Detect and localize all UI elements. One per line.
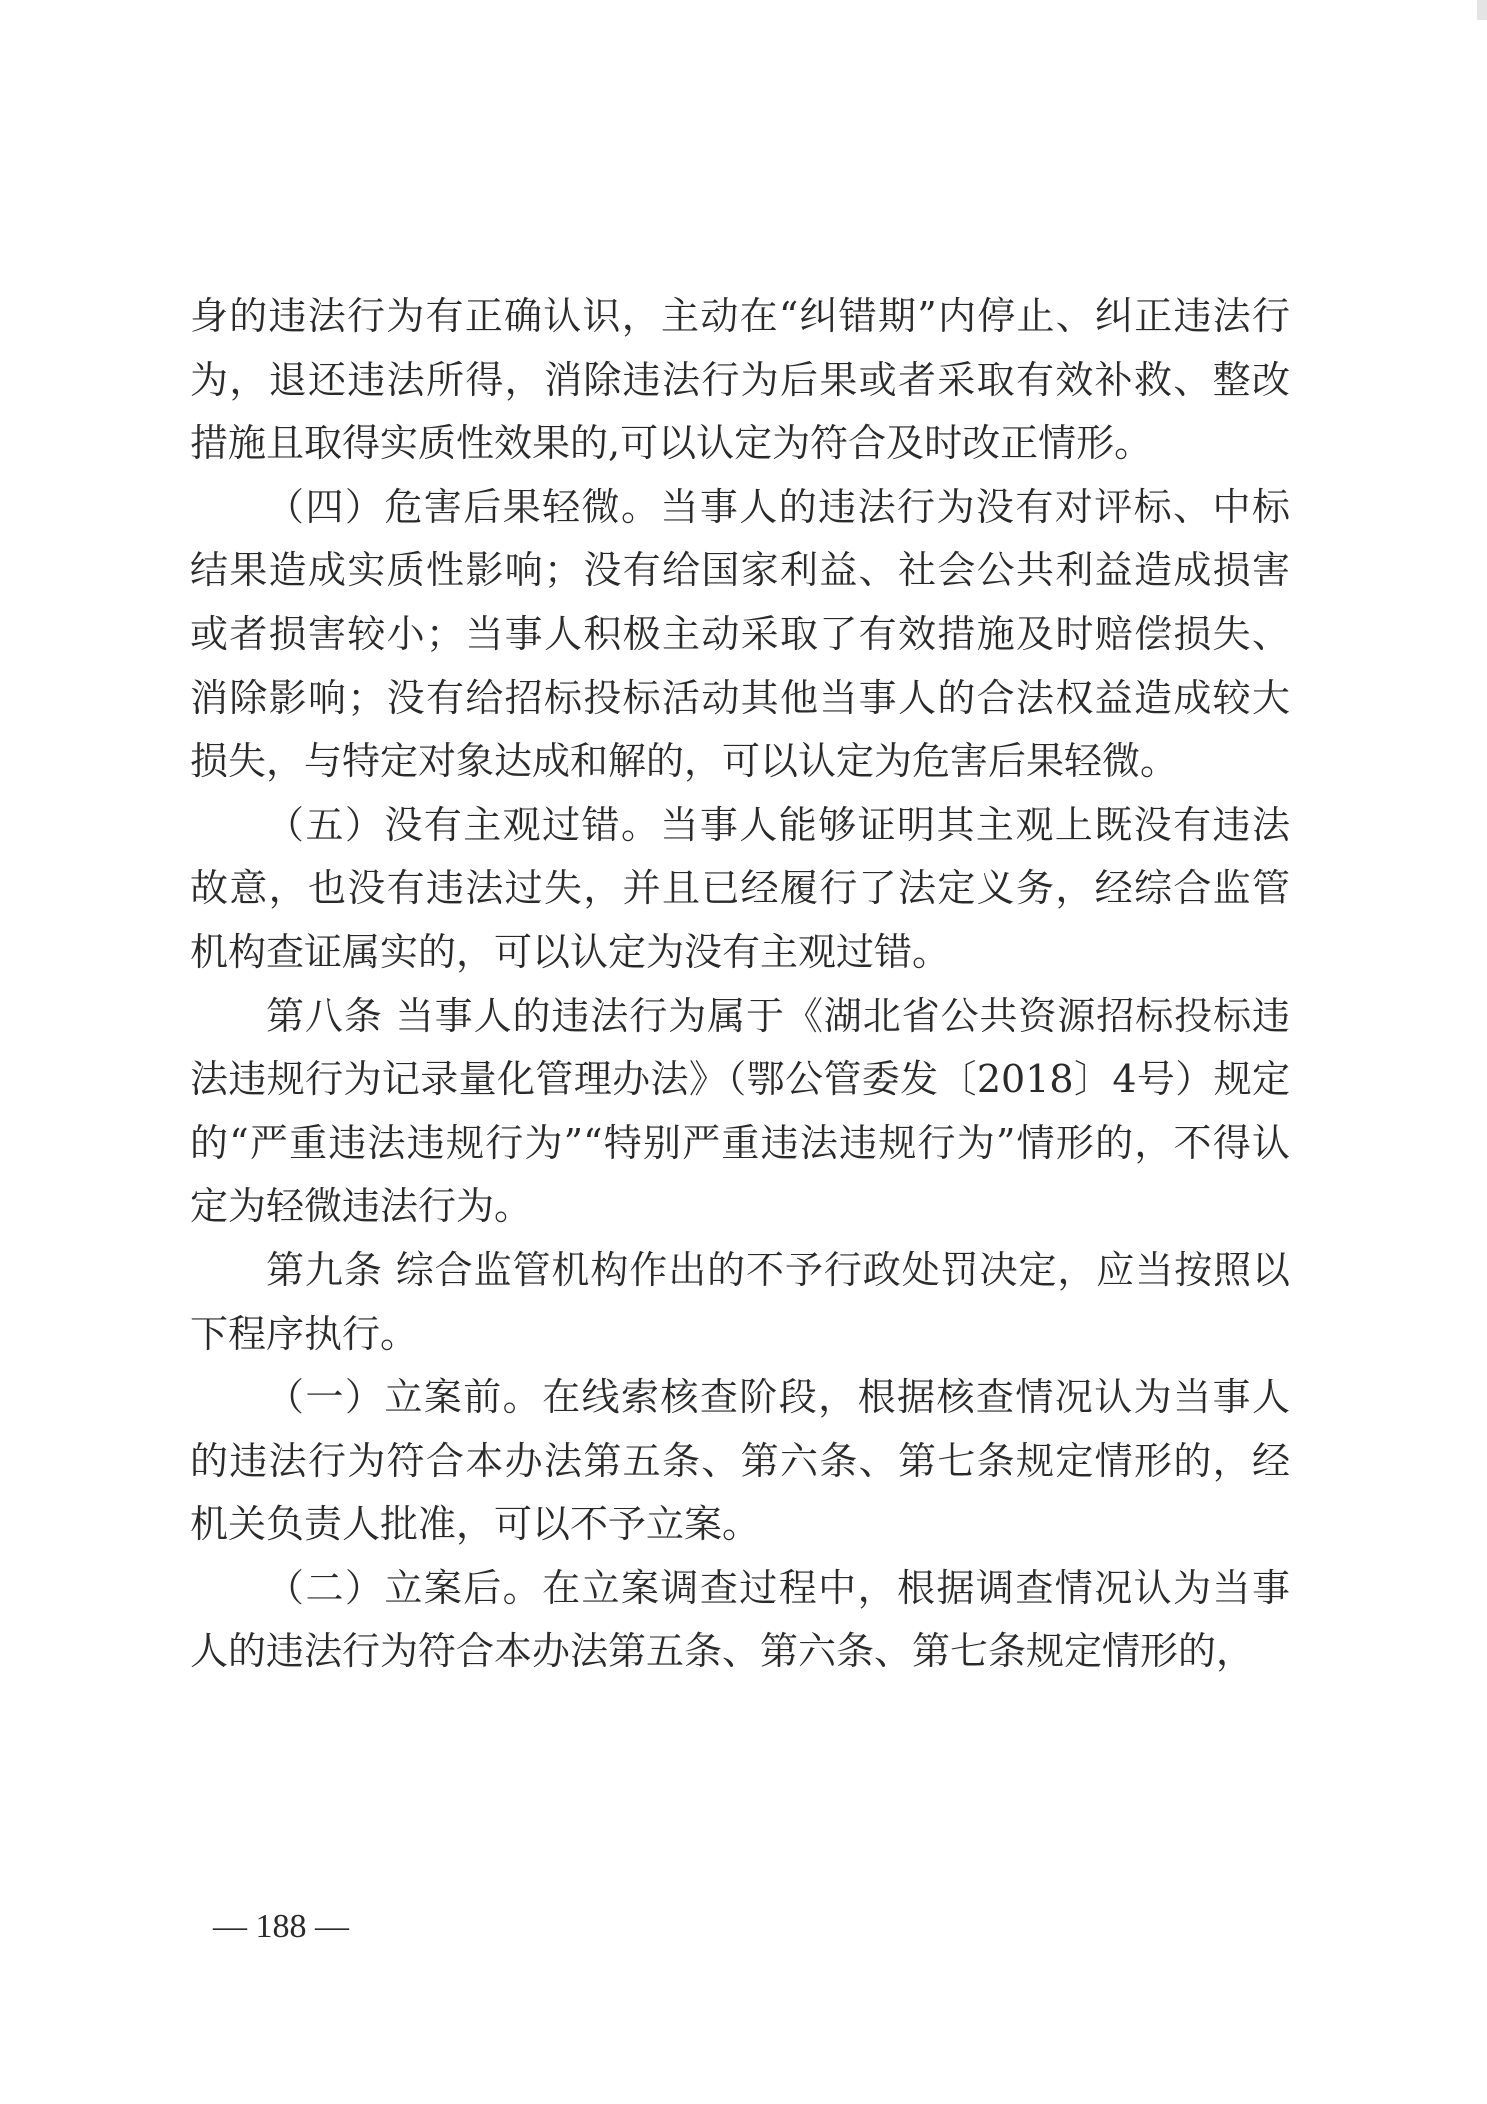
page-edge-mark (1477, 0, 1487, 20)
paragraph-item-5: （五）没有主观过错。当事人能够证明其主观上既没有违法故意，也没有违法过失，并且已经履行了法定义务，经综合监管机构查证属实的，可以认定为没有主观过错。 (190, 802, 1290, 974)
paragraph-procedure-1: （一）立案前。在线索核查阶段，根据核查情况认为当事人的违法行为符合本办法第五条、第六条、第七条规定情形的，经机关负责人批准，可以不予立案。 (190, 1375, 1290, 1547)
paragraph-item-4: （四）危害后果轻微。当事人的违法行为没有对评标、中标结果造成实质性影响；没有给国家利益、社会公共利益造成损害或者损害较小；当事人积极主动采取了有效措施及时赔偿损失、消除影响；没有给招标投标活动其他当事人的合法权益造成较大损失，与特定对象达成和解的，可以认定为危害后果轻微。 (190, 484, 1290, 784)
paragraph-article-8: 第八条 当事人的违法行为属于《湖北省公共资源招标投标违法违规行为记录量化管理办法》（鄂公管委发〔2018〕4号）规定的“严重违法违规行为”“特别严重违法违规行为”情形的，不得认定为轻微违法行为。 (190, 993, 1290, 1229)
page-number: — 188 — (213, 1908, 349, 1945)
document-body (190, 285, 1290, 1684)
paragraph-procedure-2: （二）立案后。在立案调查过程中，根据调查情况认为当事人的违法行为符合本办法第五条、第六条、第七条规定情形的， (190, 1565, 1290, 1674)
paragraph-article-9: 第九条 综合监管机构作出的不予行政处罚决定，应当按照以下程序执行。 (190, 1247, 1290, 1356)
paragraph-continuation: 身的违法行为有正确认识，主动在“纠错期”内停止、纠正违法行为，退还违法所得，消除违法行为后果或者采取有效补救、整改措施且取得实质性效果的,可以认定为符合及时改正情形。 (190, 294, 1290, 466)
